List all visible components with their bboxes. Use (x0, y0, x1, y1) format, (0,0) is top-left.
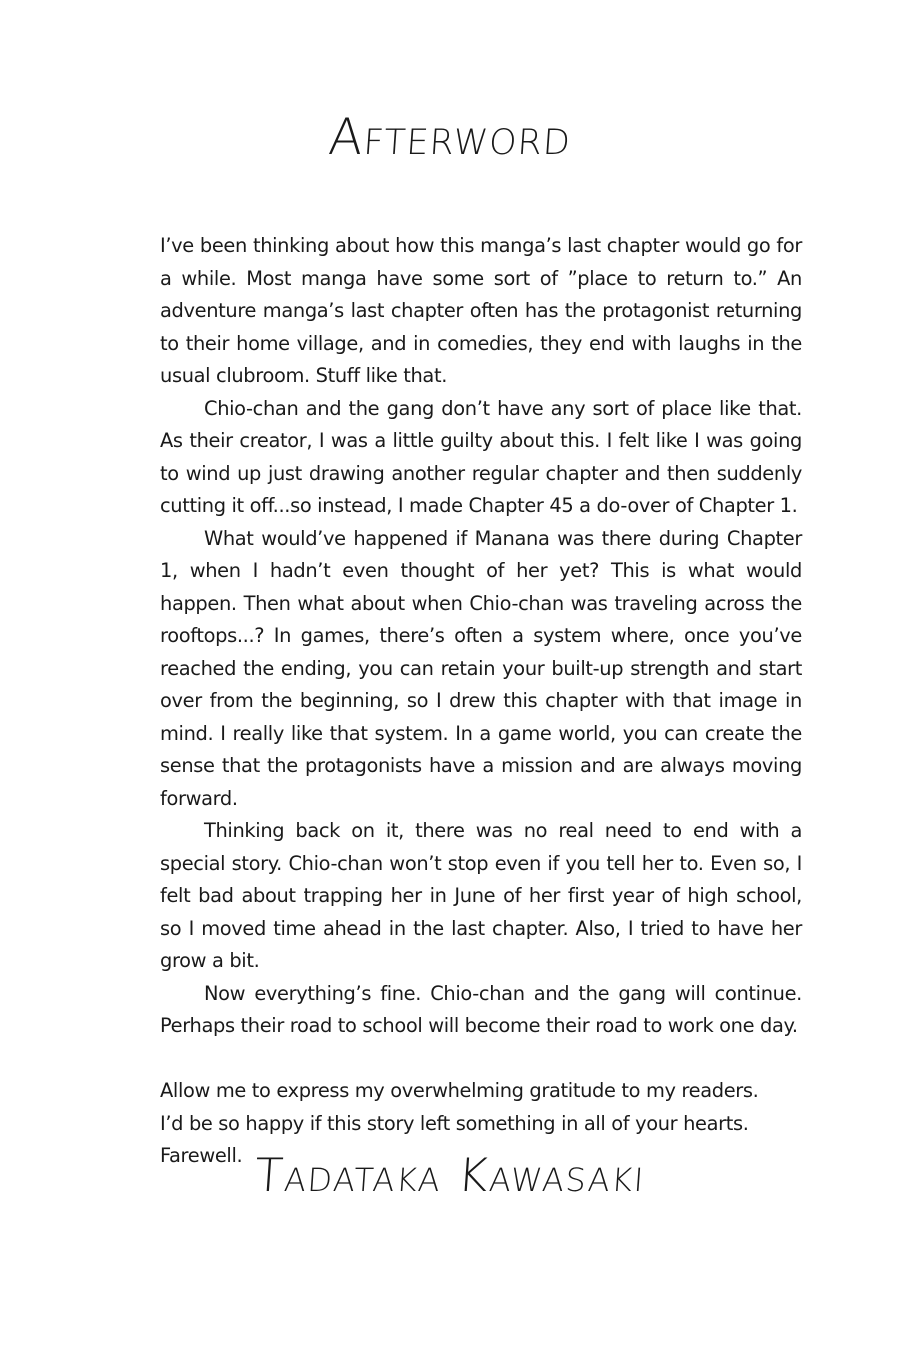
afterword-body (160, 230, 802, 1173)
section-gap (160, 1043, 802, 1076)
author-signature: Tadataka Kawasaki (253, 1148, 647, 1202)
closing-line-3: Farewell. (160, 1144, 243, 1167)
paragraph-5: Now everything’s fine. Chio-chan and the gang will continue. Perhaps their road to school will become their road to work one day. (160, 981, 802, 1037)
closing-line-1: Allow me to express my overwhelming gratitude to my readers. (160, 1079, 759, 1102)
closing-line-2: I’d be so happy if this story left something in all of your hearts. (160, 1111, 749, 1135)
paragraph-4: Thinking back on it, there was no real need to end with a special story. Chio-chan won’t stop even if you tell her to. Even so, I felt bad about trapping her in June of her first year of high school, so I moved time ahead in the last chapter. Also, I tried to have her grow a bit. (160, 819, 802, 972)
page-title: Afterword (326, 108, 574, 166)
paragraph-3: What would’ve happened if Manana was there during Chapter 1, when I hadn’t even thought of her yet? This is what would happen. Then what about when Chio-chan was traveling across the rooftops...? In games, there’s often a system where, once you’ve reached the ending, you can retain your built-up strength and start over from the beginning, so I drew this chapter with that image in mind. I really like that system. In a game world, you can create the sense that the protagonists have a mission and are always moving forward. (160, 526, 802, 810)
paragraph-1: I’ve been thinking about how this manga’s last chapter would go for a while. Most manga have some sort of ”place to return to.” An adventure manga’s last chapter often has the protagonist returning to their home village, and in comedies, they end with laughs in the usual clubroom. Stuff like that. (160, 234, 802, 387)
paragraph-2: Chio-chan and the gang don’t have any sort of place like that. As their creator, I was a little guilty about this. I felt like I was going to wind up just drawing another regular chapter and then suddenly cutting it off...so instead, I made Chapter 45 a do-over of Chapter 1. (160, 396, 802, 517)
